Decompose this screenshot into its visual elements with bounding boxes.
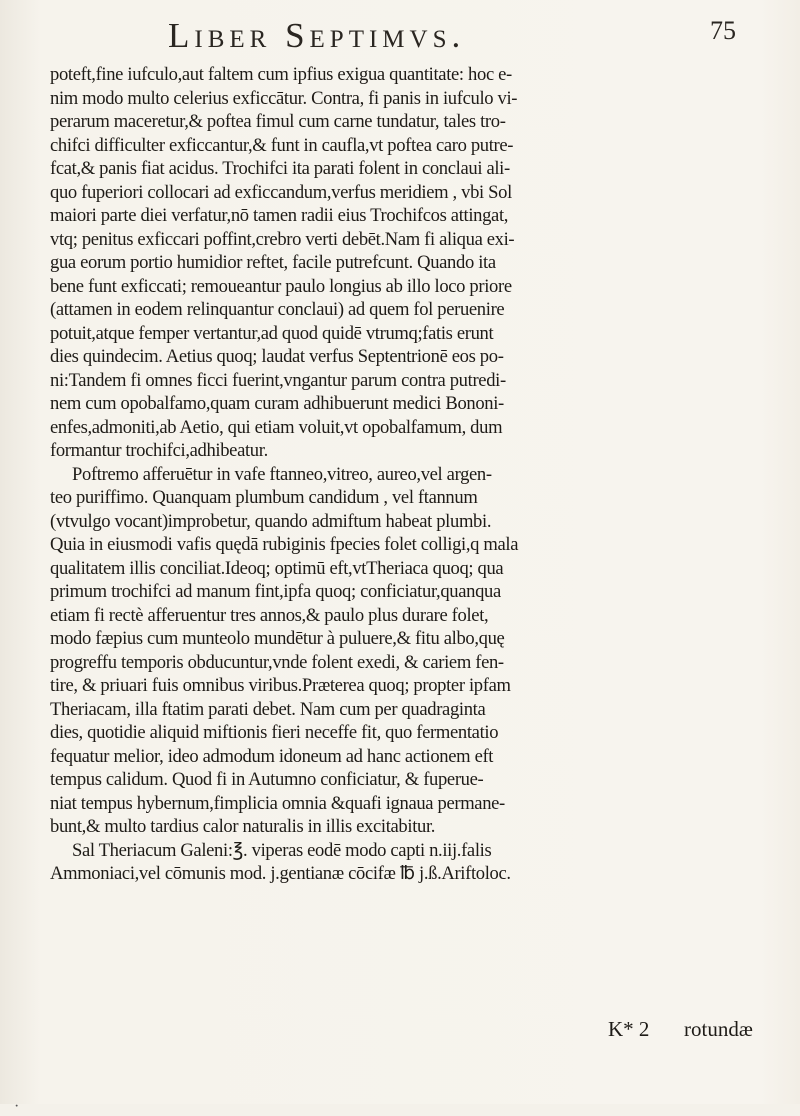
catchword: rotundæ: [684, 1017, 753, 1041]
text-line: niat tempus hybernum,fimplicia omnia &quafi ignaua permane-: [50, 792, 505, 814]
text-line: teo puriffimo. Quanquam plumbum candidum , vel ftannum: [50, 487, 478, 508]
text-line: tempus calidum. Quod fi in Autumno conficiatur, & fuperue-: [50, 769, 484, 790]
text-line: modo fæpius cum munteolo mundētur à puluere,& fitu albo,quę: [50, 628, 505, 649]
text-line: Quia in eiusmodi vafis quędā rubiginis fpecies folet colligi,q mala: [50, 534, 519, 555]
text-line: Ammoniaci,vel cōmunis mod. j.gentianæ cōcifæ ℔ j.ß.Ariftoloc.: [50, 863, 511, 884]
text-line: primum trochifci ad manum fint,ipfa quoq; conficiatur,quanqua: [50, 581, 501, 602]
text-line: Theriacam, illa ftatim parati debet. Nam cum per quadraginta: [50, 698, 486, 720]
text-line: tire, & priuari fuis omnibus viribus.Præterea quoq; propter ipfam: [50, 675, 511, 696]
text-line: fcat,& panis fiat acidus. Trochifci ita parati folent in conclaui ali-: [50, 158, 510, 179]
text-line: progreffu temporis obducuntur,vnde folent exedi, & cariem fen-: [50, 651, 504, 673]
text-line: chifci difficulter exficcantur,& funt in caufla,vt poftea caro putre-: [50, 134, 514, 156]
text-line: nem cum opobalfamo,quam curam adhibuerunt medici Bononi-: [50, 393, 504, 414]
text-line: ni:Tandem fi omnes ficci fuerint,vngantur parum contra putredi-: [50, 369, 506, 391]
text-line: qualitatem illis conciliat.Ideoq; optimū eft,vtTheriaca quoq; qua: [50, 557, 504, 579]
signature-mark: K* 2: [608, 1017, 650, 1041]
text-line: dies quindecim. Aetius quoq; laudat verfus Septentrionē eos po-: [50, 346, 504, 367]
text-line: bunt,& multo tardius calor naturalis in illis excitabitur.: [50, 816, 436, 837]
text-line: etiam fi rectè afferuentur tres annos,& paulo plus durare folet,: [50, 604, 489, 626]
running-title: Liber Septimvs.: [168, 16, 466, 55]
page-number: 75: [710, 16, 736, 45]
page-edge-mark: ·: [14, 1098, 20, 1115]
text-line: bene funt exficcati; remoueantur paulo longius ab illo loco priore: [50, 275, 512, 297]
text-line: perarum maceretur,& poftea fimul cum carne tundatur, tales tro-: [50, 111, 506, 132]
paragraph-first-line: Poftremo afferuētur in vafe ftanneo,vitreo, aureo,vel argen-: [72, 463, 492, 485]
text-line: enfes,admoniti,ab Aetio, qui etiam voluit,vt opobalfamum, dum: [50, 416, 503, 438]
text-line: vtq; penitus exficcari poffint,crebro verti debēt.Nam fi aliqua exi-: [50, 228, 515, 250]
text-line: quo fuperiori collocari ad exficcandum,verfus meridiem , vbi Sol: [50, 181, 512, 203]
running-head: [168, 16, 740, 60]
page-footer: [0, 1017, 800, 1043]
text-line: fequatur melior, ideo admodum idoneum ad hanc actionem eft: [50, 745, 494, 767]
text-line: nim modo multo celerius exficcātur. Contra, fi panis in iufculo vi-: [50, 87, 518, 109]
paragraph-first-line: Sal Theriacum Galeni:℥. viperas eodē modo capti n.iij.falis: [72, 839, 492, 861]
text-line: maiori parte diei verfatur,nō tamen radii eius Trochifcos attingat,: [50, 205, 509, 226]
text-line: dies, quotidie aliquid miftionis fieri neceffe fit, quo fermentatio: [50, 722, 499, 743]
text-line: potuit,atque femper vertantur,ad quod quidē vtrumq;fatis erunt: [50, 322, 494, 344]
text-line: gua eorum portio humidior reftet, facile putrefcunt. Quando ita: [50, 252, 496, 273]
text-line: (vtvulgo vocant)improbetur, quando admiftum habeat plumbi.: [50, 510, 492, 532]
text-line: formantur trochifci,adhibeatur.: [50, 440, 268, 461]
text-line: (attamen in eodem relinquantur conclaui) ad quem fol peruenire: [50, 299, 505, 320]
body-text: [50, 63, 745, 886]
text-line: poteft,fine iufculo,aut faltem cum ipfius exigua quantitate: hoc e-: [50, 64, 512, 85]
